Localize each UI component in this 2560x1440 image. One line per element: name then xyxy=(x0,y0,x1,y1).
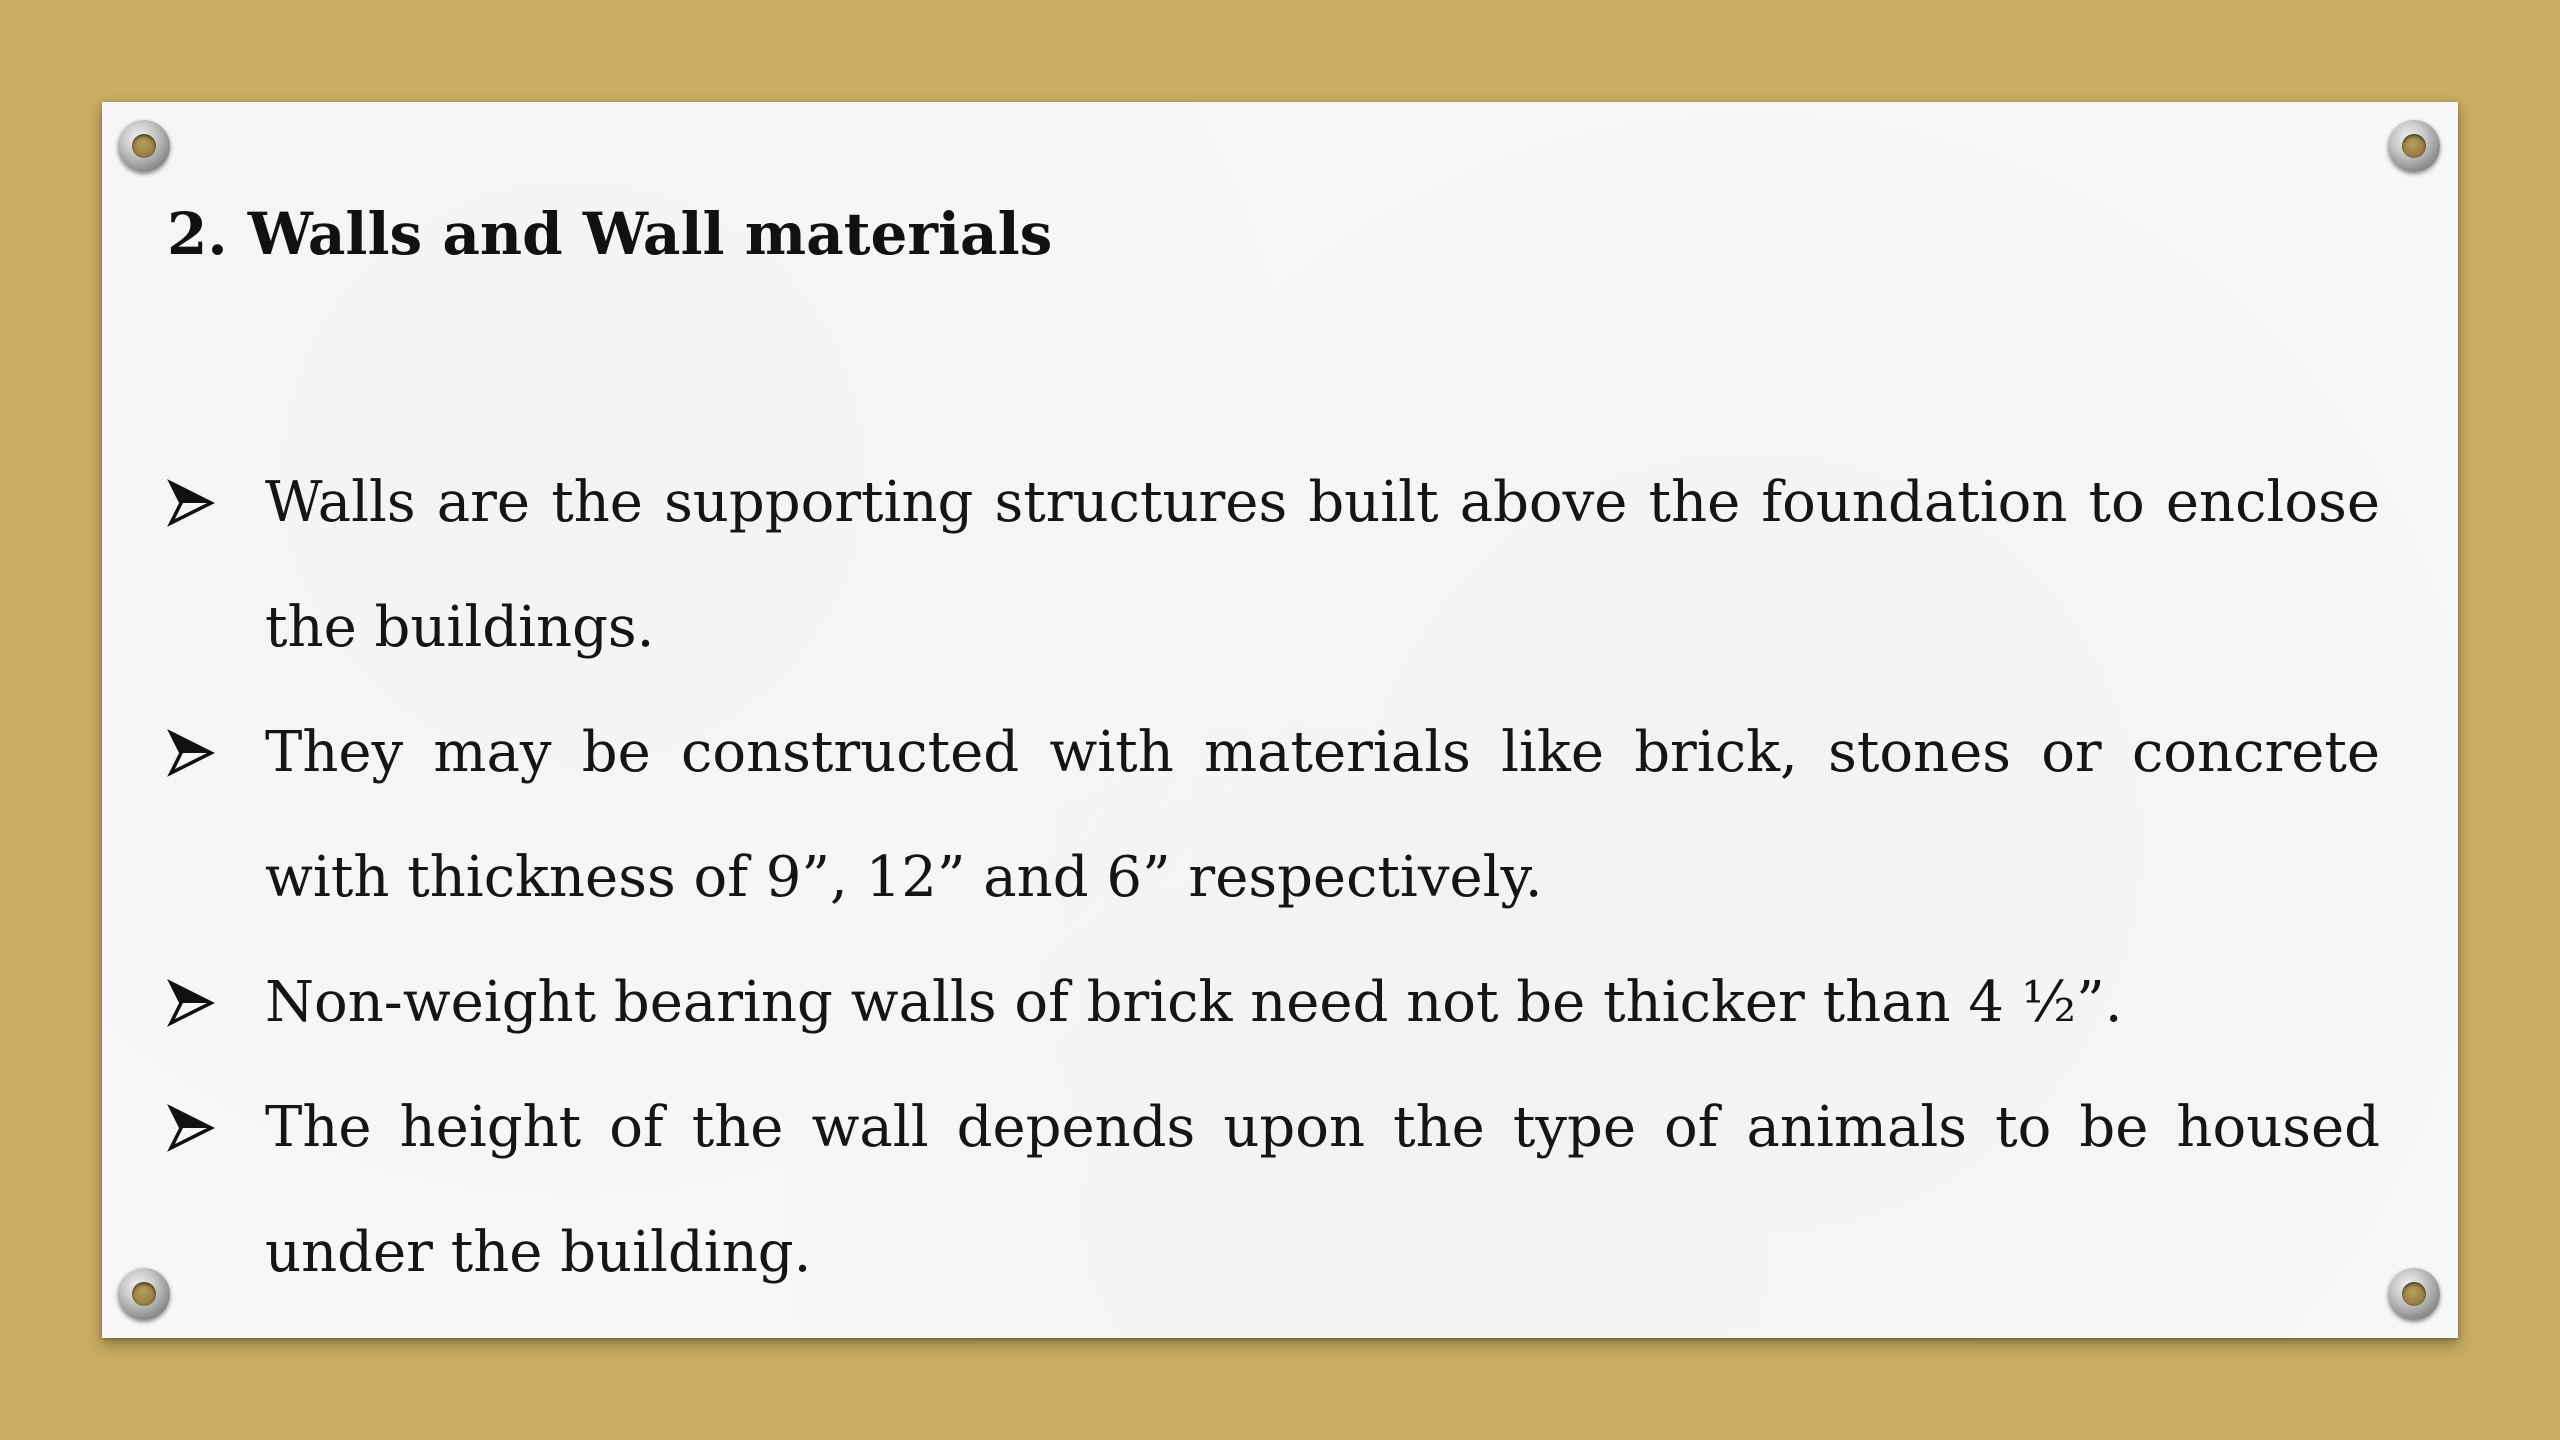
bullet-text: The height of the wall depends upon the type of animals to be housed under the building. xyxy=(265,1095,2380,1285)
bullet-item xyxy=(167,940,2380,1065)
bullet-list xyxy=(167,440,2380,1315)
bullet-text: Walls are the supporting structures built above the foundation to enclose the buildings. xyxy=(265,470,2380,660)
grommet-top-right-icon xyxy=(2388,120,2440,172)
bullet-item xyxy=(167,1065,2380,1315)
arrow-bullet-icon xyxy=(167,440,219,565)
grommet-top-left-icon xyxy=(118,120,170,172)
bullet-item xyxy=(167,440,2380,690)
bullet-text: Non-weight bearing walls of brick need not be thicker than 4 ½”. xyxy=(265,970,2123,1035)
bullet-text: They may be constructed with materials like brick, stones or concrete with thickness of 9”, 12” and 6” respectively. xyxy=(265,720,2380,910)
arrow-bullet-icon xyxy=(167,690,219,815)
grommet-bottom-left-icon xyxy=(118,1268,170,1320)
bullet-item xyxy=(167,690,2380,940)
arrow-bullet-icon xyxy=(167,1065,219,1190)
slide-title: 2. Walls and Wall materials xyxy=(167,200,1053,268)
grommet-bottom-right-icon xyxy=(2388,1268,2440,1320)
arrow-bullet-icon xyxy=(167,940,219,1065)
